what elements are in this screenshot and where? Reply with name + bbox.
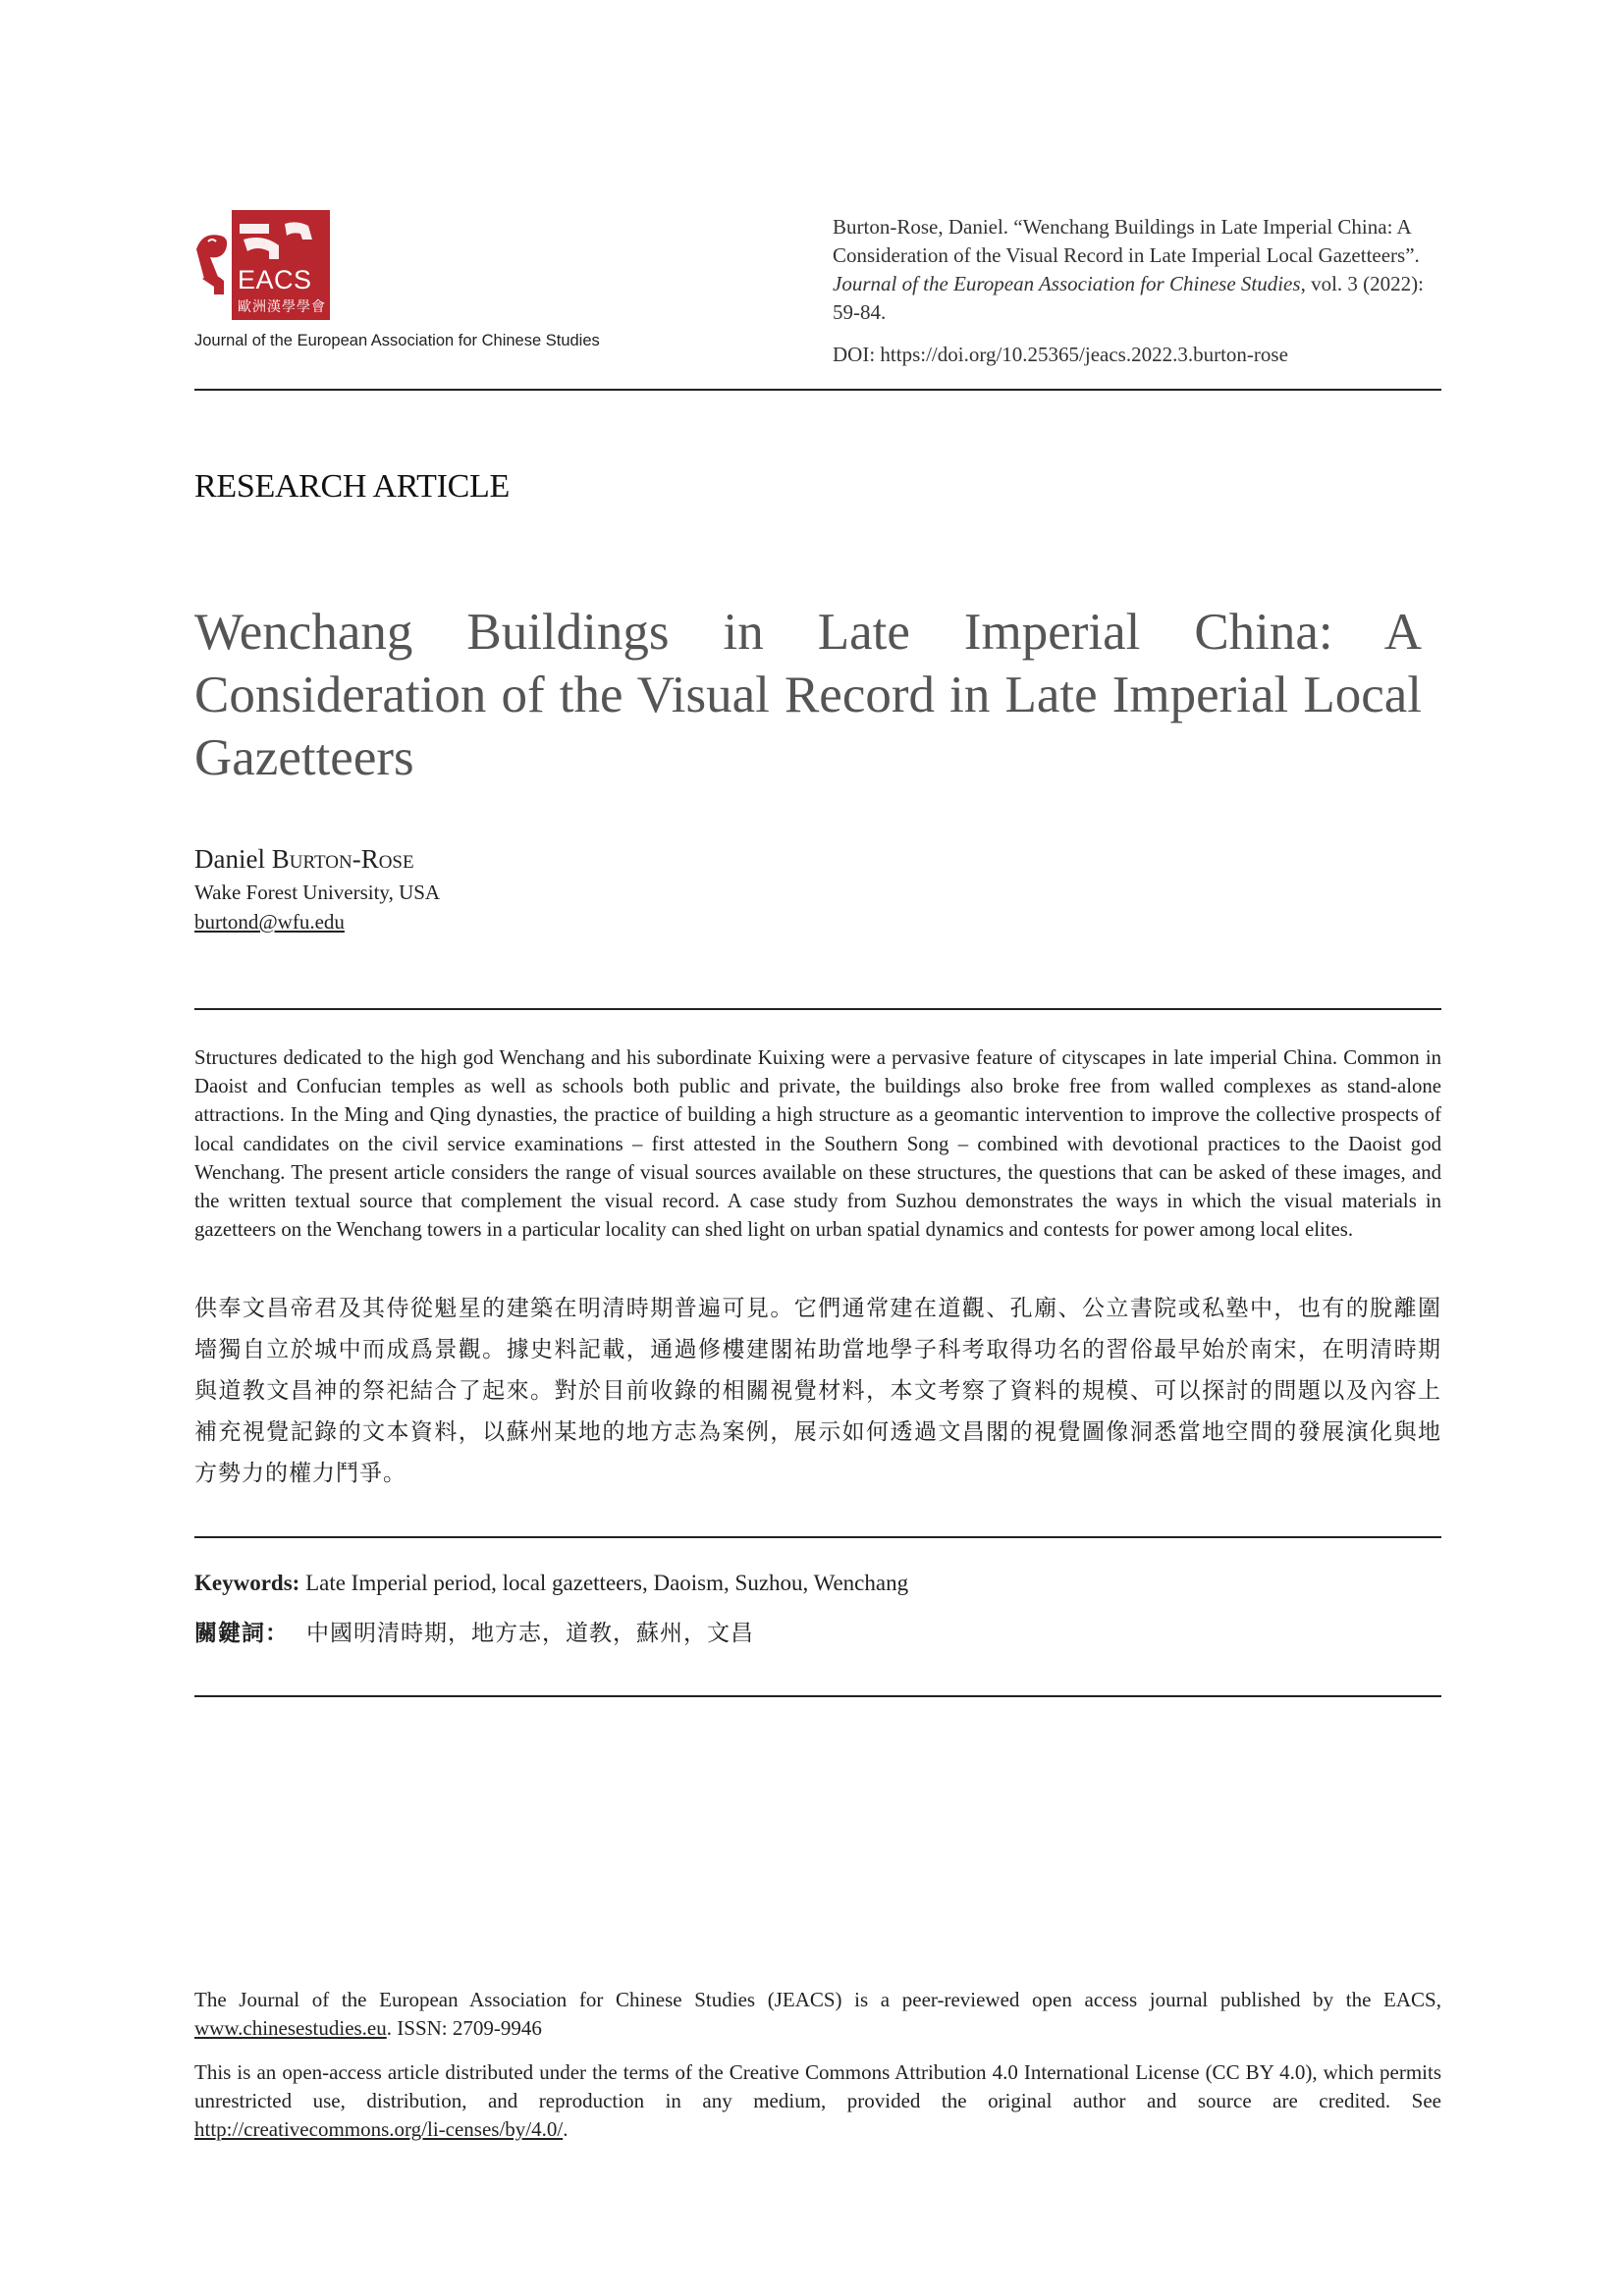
divider [194, 1008, 1441, 1010]
keywords-text: Late Imperial period, local gazetteers, Daoism, Suzhou, Wenchang [299, 1571, 909, 1595]
footer-text: The Journal of the European Association for Chinese Studies (JEACS) is a peer-reviewed open access journal published by the EACS, [194, 1988, 1441, 2011]
article-title: Wenchang Buildings in Late Imperial China: A Consideration of the Visual Record in Late Imperial Local Gazetteers [194, 604, 1422, 786]
citation [833, 213, 1436, 369]
author-given: Daniel [194, 844, 272, 874]
doi[interactable]: DOI: https://doi.org/10.25365/jeacs.2022.3.burton-rose [833, 343, 1288, 366]
author-family: Burton-Rose [271, 844, 414, 874]
journal-website-link[interactable]: www.chinesestudies.eu [194, 2016, 387, 2040]
article-type: RESEARCH ARTICLE [194, 468, 510, 505]
keywords-label: Keywords: [194, 1571, 300, 1595]
keywords [194, 1571, 908, 1596]
author-email[interactable]: burtond@wfu.edu [194, 910, 345, 934]
divider [194, 1695, 1441, 1697]
license-footnote [194, 2058, 1441, 2144]
keywords-zh-label: 關鍵詞： [194, 1621, 289, 1646]
issn-text: . ISSN: 2709-9946 [386, 2016, 542, 2040]
keywords-zh-text: 中國明清時期，地方志，道教，蘇州，文昌 [306, 1621, 754, 1646]
author-name [194, 844, 414, 875]
abstract-english: Structures dedicated to the high god Wenchang and his subordinate Kuixing were a pervasive feature of cityscapes in late imperial China. Common in Daoist and Confucian temples as well as schools both public and private, the buildings also broke free from walled complexes as stand-alone attractions. In the Ming and Qing dynasties, the practice of building a high structure as a geomantic intervention to improve the collective prospects of local candidates on the civil service examinations – first attested in the Southern Song – combined with devotional practices to the Daoist god Wenchang. The present article considers the range of visual sources available on these structures, the questions that can be asked of these images, and the written textual source that complement the visual record. A case study from Suzhou demonstrates the ways in which the visual materials in gazetteers on the Wenchang towers in a particular locality can shed light on urban spatial dynamics and contests for power among local elites. [194, 1046, 1441, 1242]
eacs-logo [194, 210, 332, 320]
citation-journal: Journal of the European Association for Chinese Studies [833, 272, 1301, 295]
license-end: . [563, 2117, 568, 2141]
abstract-chinese: 供奉文昌帝君及其侍從魁星的建築在明清時期普遍可見。它們通常建在道觀、孔廟、公立書院或私塾中，也有的脫離圍墻獨自立於城中而成爲景觀。據史料記載，通過修樓建閣祐助當地學子科考取得功名的習俗最早始於南宋，在明清時期與道教文昌神的祭祀結合了起來。對於目前收錄的相關視覺材料，本文考察了資料的規模、可以探討的問題以及內容上補充視覺記錄的文本資料，以蘇州某地的地方志為案例，展示如何透過文昌閣的視覺圖像洞悉當地空間的發展演化與地方勢力的權力鬥爭。 [194, 1296, 1441, 1486]
journal-info-footnote [194, 1986, 1441, 2043]
journal-logo-block [194, 210, 646, 350]
eacs-abbrev: EACS [238, 265, 312, 294]
keywords-chinese [194, 1615, 754, 1647]
citation-text: Burton-Rose, Daniel. “Wenchang Buildings in Late Imperial China: A Consideration of the Visual Record in Late Imperial Local Gazetteers”. [833, 215, 1420, 267]
journal-name: Journal of the European Association for Chinese Studies [194, 332, 600, 349]
license-text: This is an open-access article distributed under the terms of the Creative Commons Attribution 4.0 International License (CC BY 4.0), which permits unrestricted use, distribution, and reproduction in any medium, provided the original author and source are credited. See [194, 2060, 1441, 2112]
divider [194, 389, 1441, 391]
author-affiliation: Wake Forest University, USA [194, 881, 441, 904]
license-link[interactable]: http://creativecommons.org/li-censes/by/4.0/ [194, 2117, 564, 2141]
eacs-cjk-name: 歐洲漢學學會 [238, 299, 326, 315]
citation-volume: , vol. 3 (2022): 59-84. [833, 272, 1424, 324]
divider [194, 1536, 1441, 1538]
